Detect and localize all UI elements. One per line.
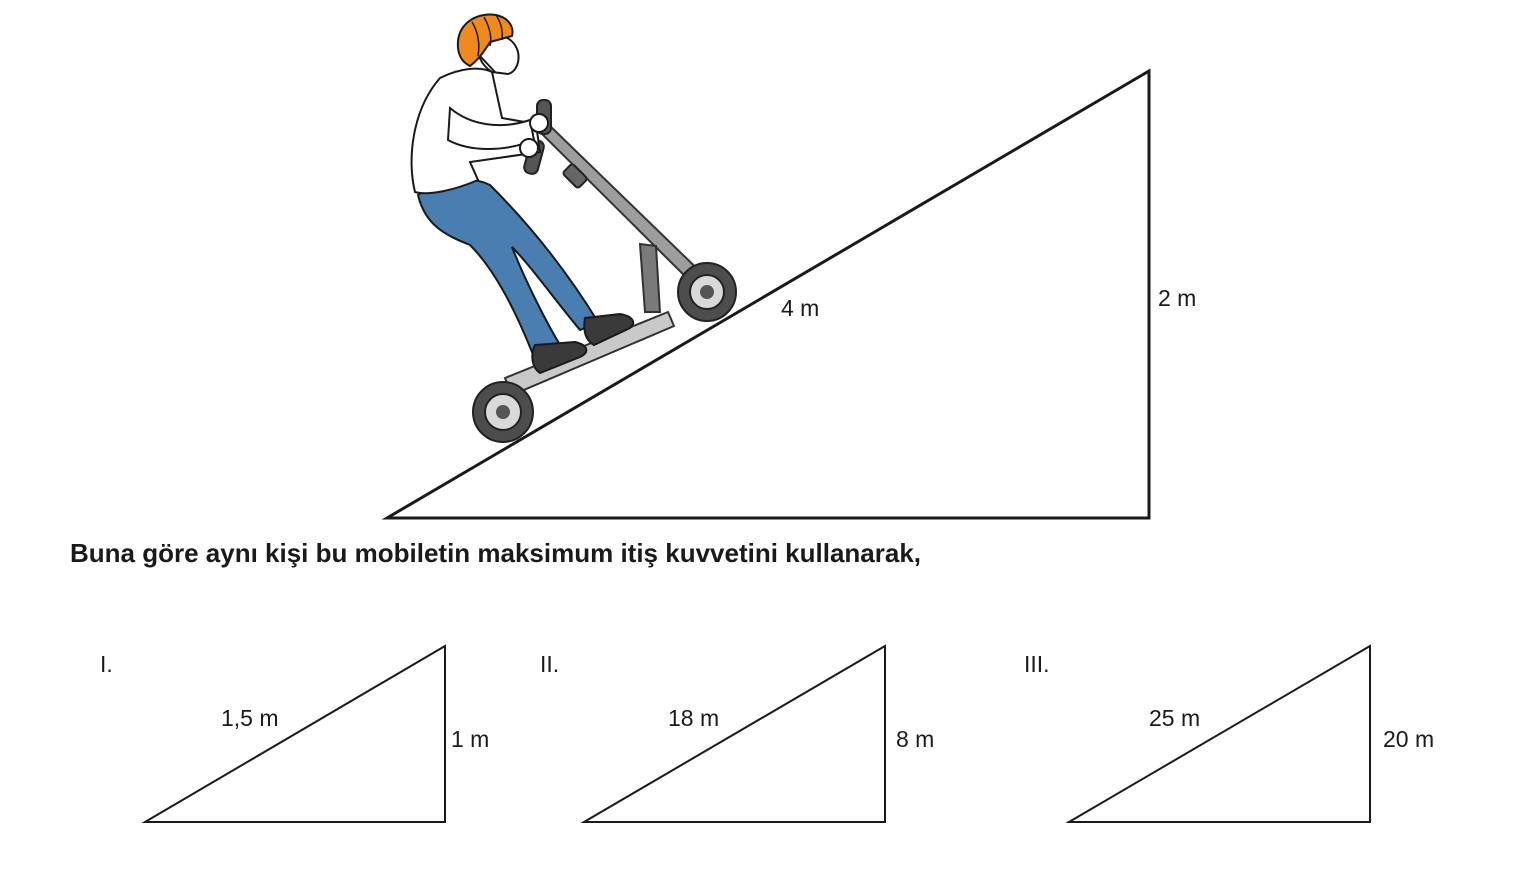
- option-3-hypotenuse-label: 25 m: [1149, 705, 1201, 731]
- main-ramp-hypotenuse-label: 4 m: [781, 295, 820, 321]
- scooter-front-wheel: [678, 263, 736, 321]
- option-2-numeral: II.: [540, 651, 560, 677]
- option-1-triangle: [145, 646, 445, 822]
- option-3-numeral: III.: [1024, 651, 1050, 677]
- option-1: [100, 646, 489, 822]
- rider-pants: [418, 179, 598, 352]
- option-2: [540, 646, 934, 822]
- option-2-triangle: [584, 646, 885, 822]
- scooter-fork: [640, 244, 660, 312]
- option-1-hypotenuse-label: 1,5 m: [221, 705, 279, 731]
- rider: [412, 15, 634, 373]
- rider-hand-upper: [530, 114, 548, 132]
- option-1-numeral: I.: [100, 651, 113, 677]
- option-3-triangle: [1069, 646, 1370, 822]
- option-3: [1024, 646, 1434, 822]
- scooter-stem: [538, 124, 714, 293]
- option-3-height-label: 20 m: [1383, 726, 1435, 752]
- main-ramp-height-label: 2 m: [1158, 285, 1197, 311]
- option-2-hypotenuse-label: 18 m: [668, 705, 720, 731]
- rider-hand-lower: [520, 139, 538, 157]
- question-text: Buna göre aynı kişi bu mobiletin maksimum itiş kuvvetini kullanarak,: [70, 538, 922, 568]
- scooter-rear-wheel: [473, 382, 533, 442]
- option-2-height-label: 8 m: [896, 726, 935, 752]
- option-1-height-label: 1 m: [451, 726, 490, 752]
